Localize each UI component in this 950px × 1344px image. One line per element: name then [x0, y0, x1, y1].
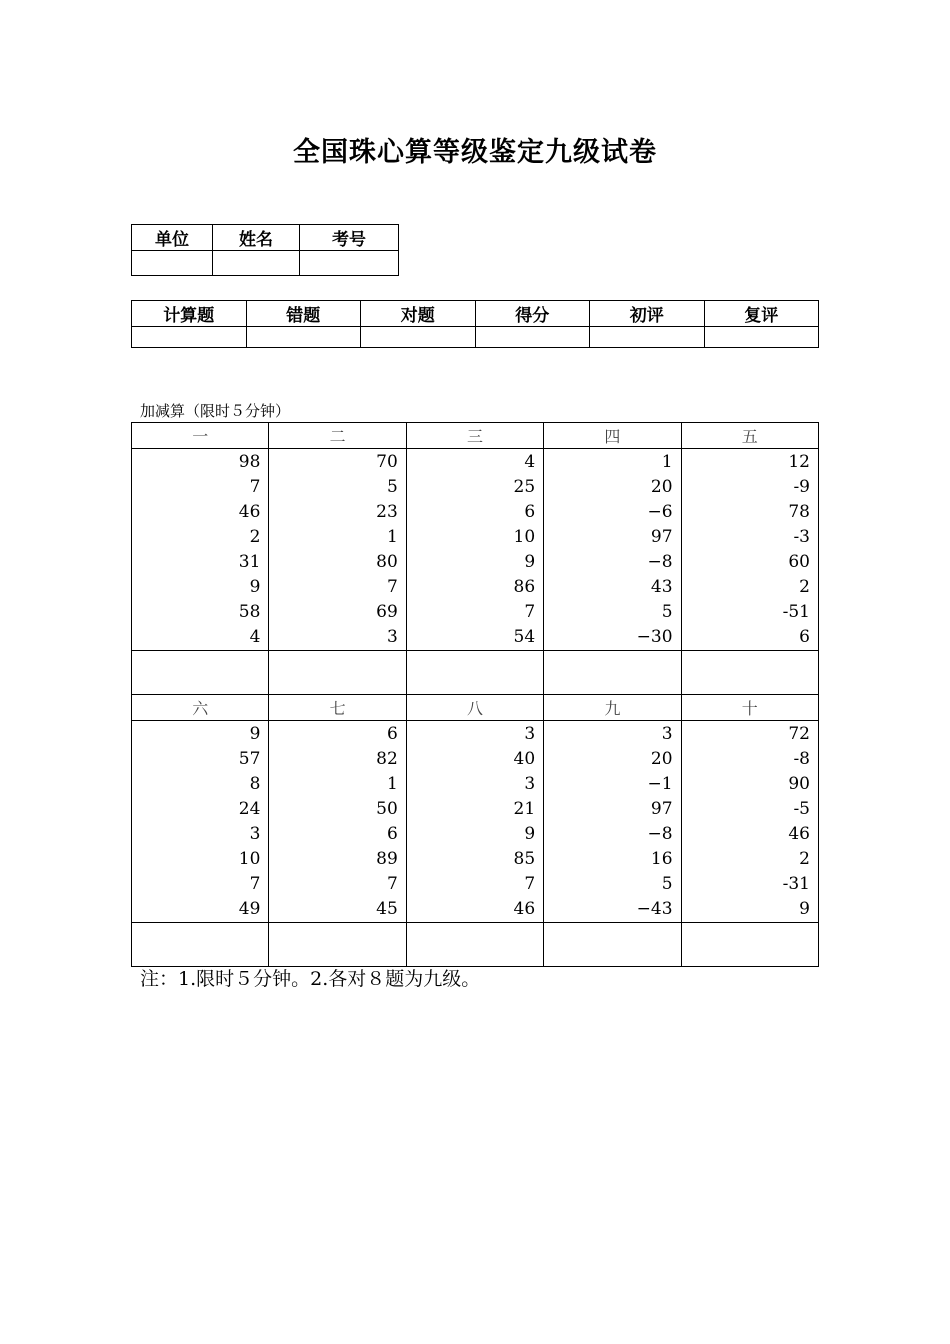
- question-header-row: [132, 423, 819, 449]
- operand-value: 10: [238, 849, 261, 869]
- numbers-row: [132, 449, 819, 651]
- operand-value: 85: [513, 849, 536, 869]
- score-cell-score[interactable]: [475, 327, 590, 348]
- info-header-exam-number: 考号: [300, 225, 399, 251]
- operand-value: 31: [238, 552, 261, 572]
- operand-value: 1: [386, 527, 398, 547]
- operand-value: 2: [249, 527, 261, 547]
- operand-value: 9: [524, 824, 536, 844]
- answer-cell[interactable]: [269, 923, 406, 967]
- operand-value: 9: [524, 552, 536, 572]
- answer-row: [132, 923, 819, 967]
- operand-value: 49: [238, 899, 261, 919]
- operand-value: 90: [788, 774, 810, 794]
- operand-value: −6: [647, 502, 673, 522]
- operand-value: 46: [238, 502, 261, 522]
- question-number: 九: [544, 695, 681, 721]
- operand-value: 7: [524, 602, 536, 622]
- score-cell-second-review[interactable]: [704, 327, 819, 348]
- question-column: [544, 721, 681, 923]
- question-column: [406, 449, 543, 651]
- operand-value: -5: [793, 799, 810, 819]
- answer-cell[interactable]: [681, 923, 818, 967]
- operand-value: 20: [650, 749, 673, 769]
- operand-value: -3: [793, 527, 810, 547]
- question-column: [544, 449, 681, 651]
- score-cell-questions[interactable]: [132, 327, 247, 348]
- operand-value: 69: [376, 602, 398, 622]
- score-header-correct: 对题: [361, 301, 476, 327]
- operand-value: 80: [376, 552, 398, 572]
- operand-value: 23: [376, 502, 398, 522]
- info-header-name: 姓名: [213, 225, 300, 251]
- score-header-wrong: 错题: [246, 301, 361, 327]
- operand-value: 9: [799, 899, 810, 919]
- operand-value: 21: [513, 799, 536, 819]
- operand-value: 7: [249, 477, 261, 497]
- exam-note: 注：1.限时５分钟。2.各对８题为九级。: [140, 968, 481, 990]
- operand-value: 3: [524, 724, 536, 744]
- operand-value: 60: [788, 552, 810, 572]
- operand-value: -9: [793, 477, 810, 497]
- operand-value: 3: [524, 774, 536, 794]
- operand-value: 7: [249, 874, 261, 894]
- operand-value: 6: [386, 724, 398, 744]
- operand-value: −8: [647, 824, 673, 844]
- operand-value: 5: [661, 602, 673, 622]
- operand-value: 57: [238, 749, 261, 769]
- page-title: 全国珠心算等级鉴定九级试卷: [293, 137, 657, 168]
- operand-value: 10: [513, 527, 536, 547]
- operand-value: 43: [650, 577, 673, 597]
- operand-value: 5: [386, 477, 398, 497]
- operand-value: 16: [650, 849, 673, 869]
- question-number: 十: [681, 695, 818, 721]
- operand-value: 6: [799, 627, 810, 647]
- question-number: 六: [132, 695, 269, 721]
- operand-value: 86: [513, 577, 536, 597]
- info-cell-name[interactable]: [213, 251, 300, 276]
- answer-cell[interactable]: [544, 651, 681, 695]
- question-number: 二: [269, 423, 406, 449]
- operand-value: −43: [636, 899, 673, 919]
- operand-value: 6: [386, 824, 398, 844]
- score-header-questions: 计算题: [132, 301, 247, 327]
- operand-value: 9: [249, 577, 261, 597]
- operand-value: 54: [513, 627, 536, 647]
- operand-value: 78: [788, 502, 810, 522]
- operand-value: -31: [782, 874, 810, 894]
- score-header-second-review: 复评: [704, 301, 819, 327]
- operand-value: 2: [799, 577, 810, 597]
- score-header-score: 得分: [475, 301, 590, 327]
- operand-value: 1: [386, 774, 398, 794]
- calculation-table: [131, 422, 819, 967]
- operand-value: 46: [513, 899, 536, 919]
- question-number: 七: [269, 695, 406, 721]
- operand-value: 70: [376, 452, 398, 472]
- operand-value: 9: [249, 724, 261, 744]
- score-table: [131, 300, 819, 348]
- question-number: 四: [544, 423, 681, 449]
- operand-value: 40: [513, 749, 536, 769]
- question-number: 三: [406, 423, 543, 449]
- answer-cell[interactable]: [544, 923, 681, 967]
- operand-value: 8: [249, 774, 261, 794]
- score-cell-correct[interactable]: [361, 327, 476, 348]
- operand-value: 4: [249, 627, 261, 647]
- question-number: 八: [406, 695, 543, 721]
- operand-value: 58: [238, 602, 261, 622]
- operand-value: 72: [788, 724, 810, 744]
- operand-value: 3: [249, 824, 261, 844]
- answer-cell[interactable]: [681, 651, 818, 695]
- operand-value: 97: [650, 527, 673, 547]
- operand-value: −1: [647, 774, 673, 794]
- operand-value: 5: [661, 874, 673, 894]
- operand-value: 24: [238, 799, 261, 819]
- candidate-info-table: [131, 224, 399, 276]
- question-column: [681, 449, 818, 651]
- operand-value: 7: [386, 874, 398, 894]
- numbers-row: [132, 721, 819, 923]
- operand-value: 6: [524, 502, 536, 522]
- info-header-unit: 单位: [132, 225, 213, 251]
- operand-value: 3: [386, 627, 398, 647]
- operand-value: 89: [376, 849, 398, 869]
- operand-value: -8: [793, 749, 810, 769]
- answer-cell[interactable]: [406, 923, 543, 967]
- score-cell-first-review[interactable]: [590, 327, 705, 348]
- info-cell-unit[interactable]: [132, 251, 213, 276]
- operand-value: 25: [513, 477, 536, 497]
- question-column: [406, 721, 543, 923]
- info-cell-exam-number[interactable]: [300, 251, 399, 276]
- operand-value: 3: [661, 724, 673, 744]
- operand-value: 4: [524, 452, 536, 472]
- operand-value: 7: [524, 874, 536, 894]
- answer-cell[interactable]: [406, 651, 543, 695]
- question-column: [269, 449, 406, 651]
- operand-value: 82: [376, 749, 398, 769]
- question-number: 五: [681, 423, 818, 449]
- question-column: [132, 721, 269, 923]
- operand-value: 50: [376, 799, 398, 819]
- answer-row: [132, 651, 819, 695]
- section-label: 加减算（限时５分钟）: [140, 402, 291, 420]
- operand-value: -51: [782, 602, 810, 622]
- operand-value: 45: [376, 899, 398, 919]
- operand-value: 1: [661, 452, 673, 472]
- answer-cell[interactable]: [132, 651, 269, 695]
- operand-value: −8: [647, 552, 673, 572]
- score-cell-wrong[interactable]: [246, 327, 361, 348]
- operand-value: 20: [650, 477, 673, 497]
- score-header-first-review: 初评: [590, 301, 705, 327]
- operand-value: 12: [788, 452, 810, 472]
- question-column: [681, 721, 818, 923]
- operand-value: −30: [636, 627, 673, 647]
- operand-value: 2: [799, 849, 810, 869]
- operand-value: 7: [386, 577, 398, 597]
- operand-value: 97: [650, 799, 673, 819]
- answer-cell[interactable]: [132, 923, 269, 967]
- operand-value: 46: [788, 824, 810, 844]
- answer-cell[interactable]: [269, 651, 406, 695]
- operand-value: 98: [238, 452, 261, 472]
- question-column: [269, 721, 406, 923]
- question-number: 一: [132, 423, 269, 449]
- question-header-row: [132, 695, 819, 721]
- question-column: [132, 449, 269, 651]
